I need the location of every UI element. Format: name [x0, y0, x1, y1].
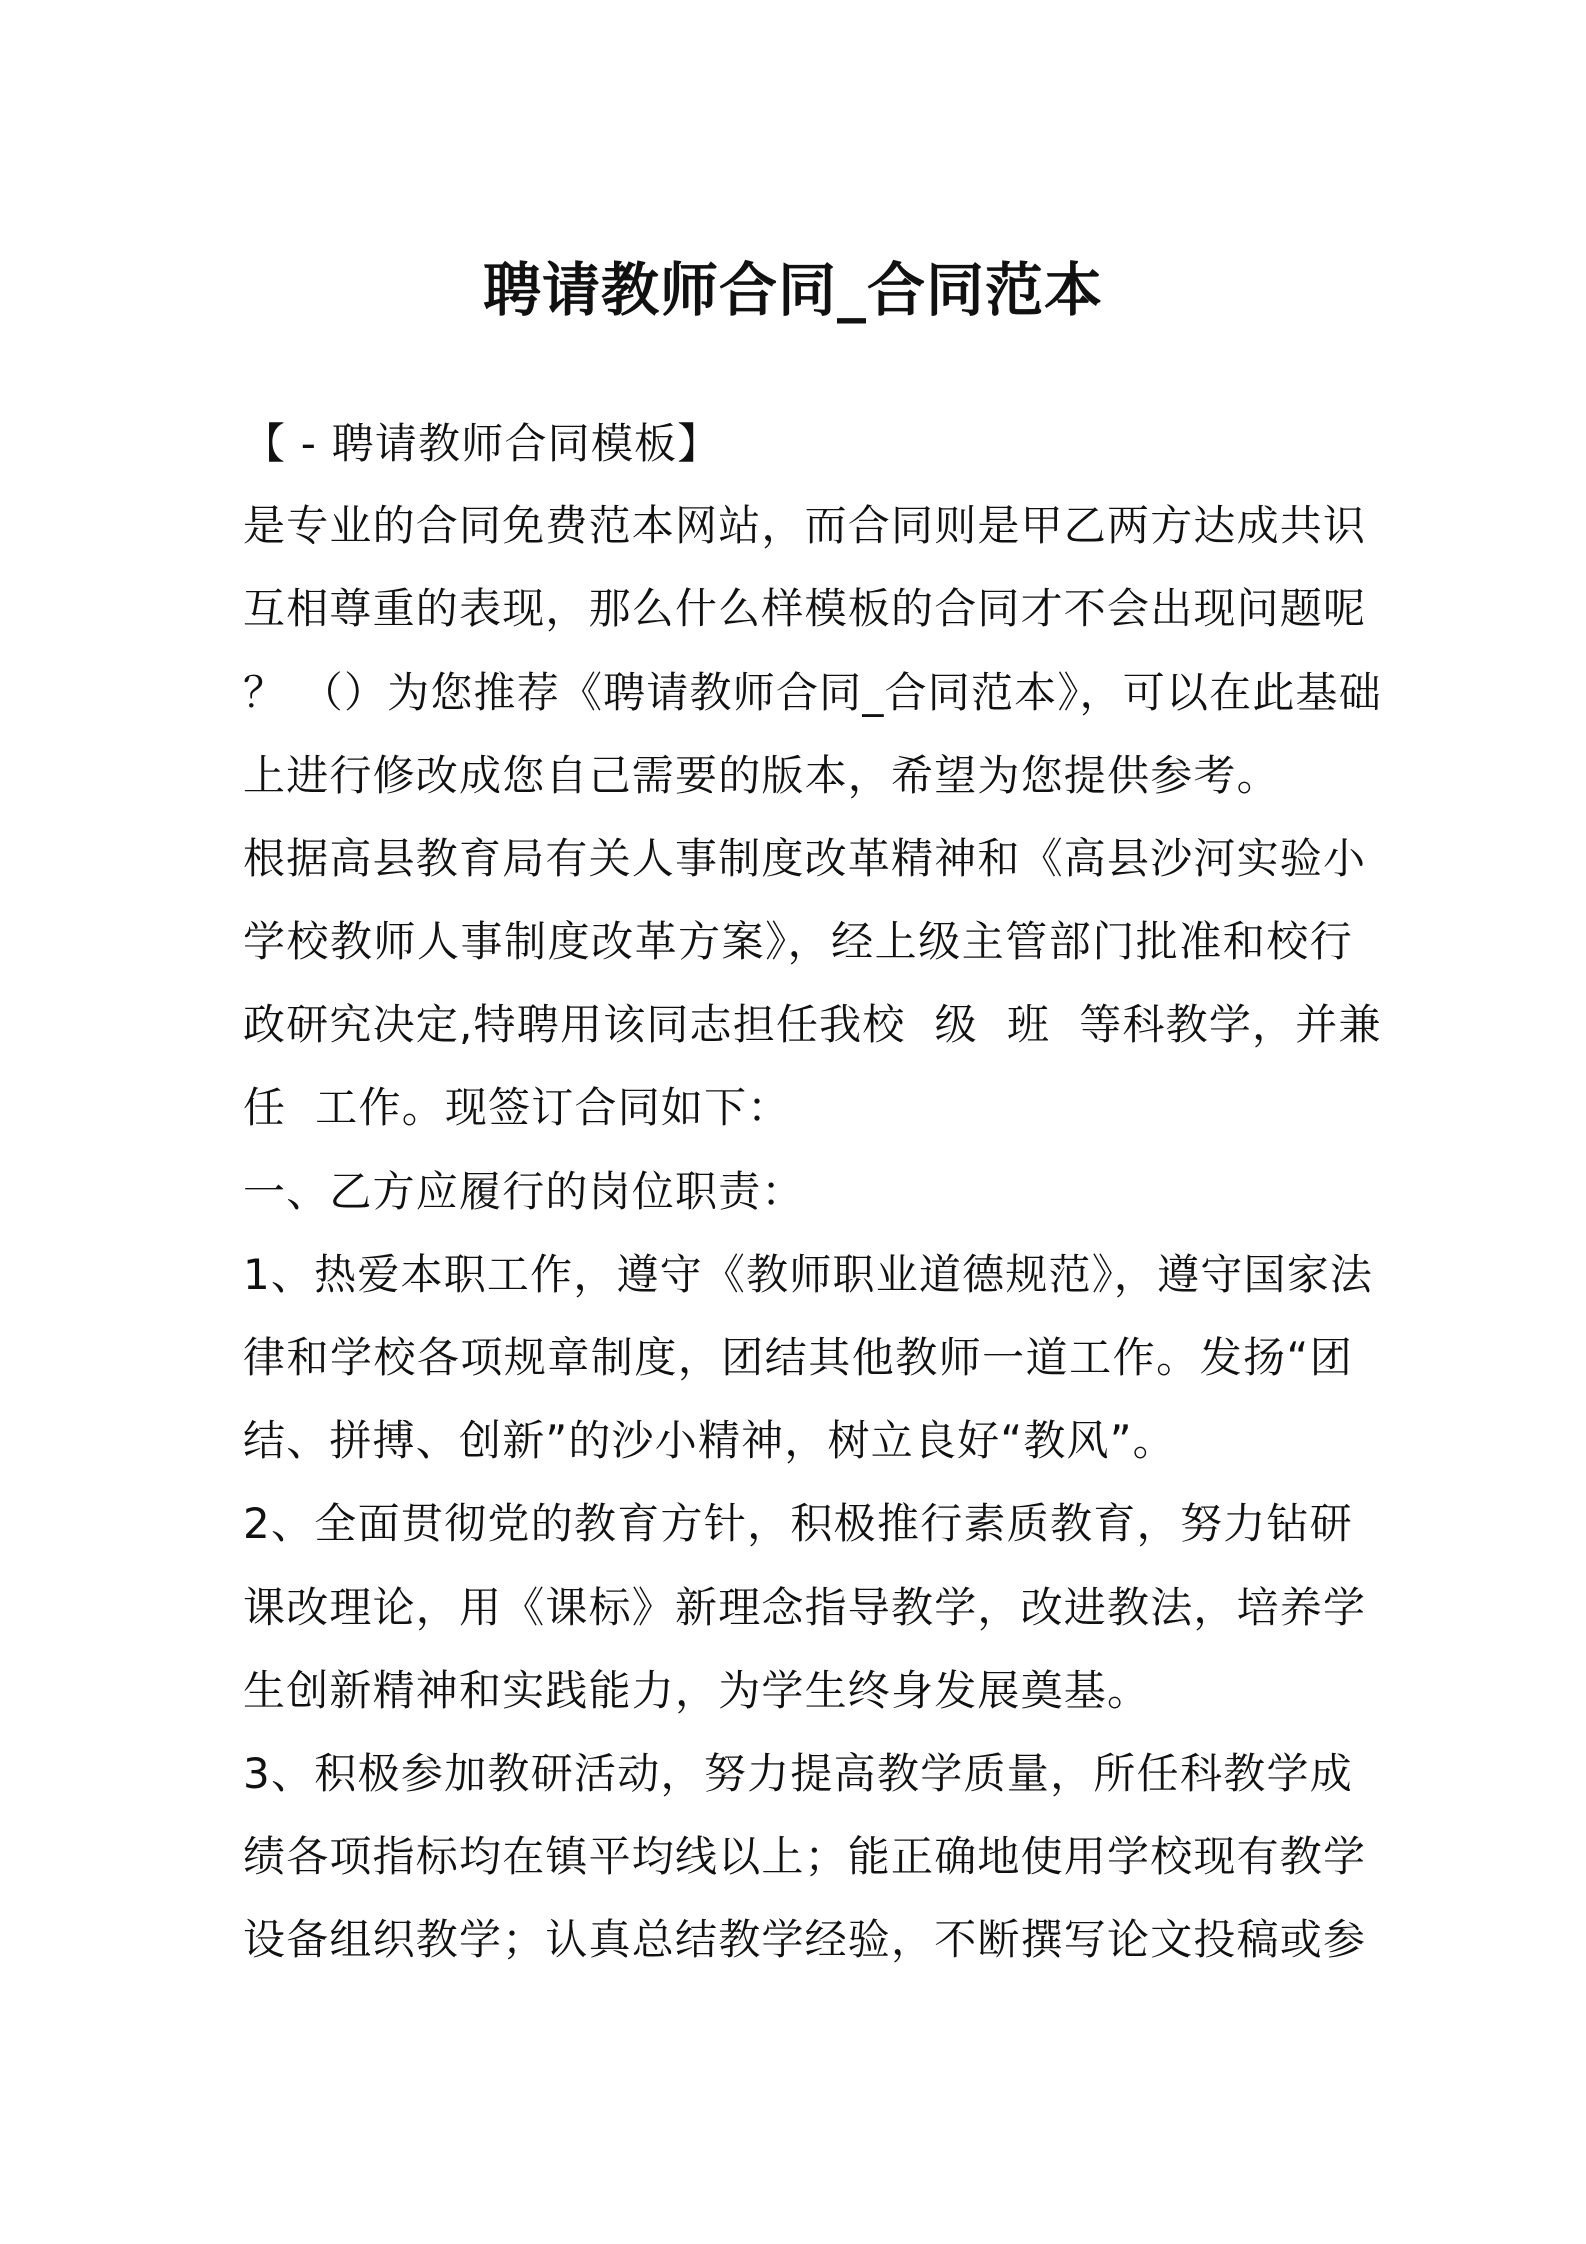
text-line: 课改理论，用《课标》新理念指导教学，改进教法，培养学	[243, 1583, 1367, 1632]
text-line: 任 工作。现签订合同如下：	[243, 1083, 791, 1132]
document-title: 聘请教师合同_合同范本	[482, 256, 1103, 324]
text-line: 生创新精神和实践能力，为学生终身发展奠基。	[243, 1666, 1151, 1715]
text-line: 设备组织教学；认真总结教学经验，不断撰写论文投稿或参	[243, 1915, 1367, 1964]
text-line: 根据高县教育局有关人事制度改革精神和《高县沙河实验小	[243, 834, 1367, 883]
text-line: 政研究决定,特聘用该同志担任我校 级 班 等科教学，并兼	[243, 1000, 1382, 1049]
text-line: 3、积极参加教研活动，努力提高教学质量，所任科教学成	[243, 1749, 1353, 1798]
text-line: 学校教师人事制度改革方案》，经上级主管部门批准和校行	[243, 917, 1353, 966]
text-line: 互相尊重的表现，那么什么样模板的合同才不会出现问题呢	[243, 584, 1367, 633]
text-line: 是专业的合同免费范本网站，而合同则是甲乙两方达成共识	[243, 501, 1367, 550]
text-line-heading: 【 - 聘请教师合同模板】	[243, 419, 721, 468]
text-line: 上进行修改成您自己需要的版本，希望为您提供参考。	[243, 751, 1280, 800]
text-line: 结、拼搏、创新”的沙小精神，树立良好“教风”。	[243, 1416, 1176, 1465]
text-line: 绩各项指标均在镇平均线以上；能正确地使用学校现有教学	[243, 1832, 1367, 1881]
section-heading: 一、乙方应履行的岗位职责：	[243, 1167, 805, 1216]
text-line: ？ （）为您推荐《聘请教师合同_合同范本》，可以在此基础	[243, 668, 1382, 717]
text-line: 2、全面贯彻党的教育方针，积极推行素质教育，努力钻研	[243, 1499, 1353, 1548]
text-line: 1、热爱本职工作，遵守《教师职业道德规范》，遵守国家法	[243, 1250, 1374, 1299]
text-line: 律和学校各项规章制度，团结其他教师一道工作。发扬“团	[243, 1333, 1353, 1382]
